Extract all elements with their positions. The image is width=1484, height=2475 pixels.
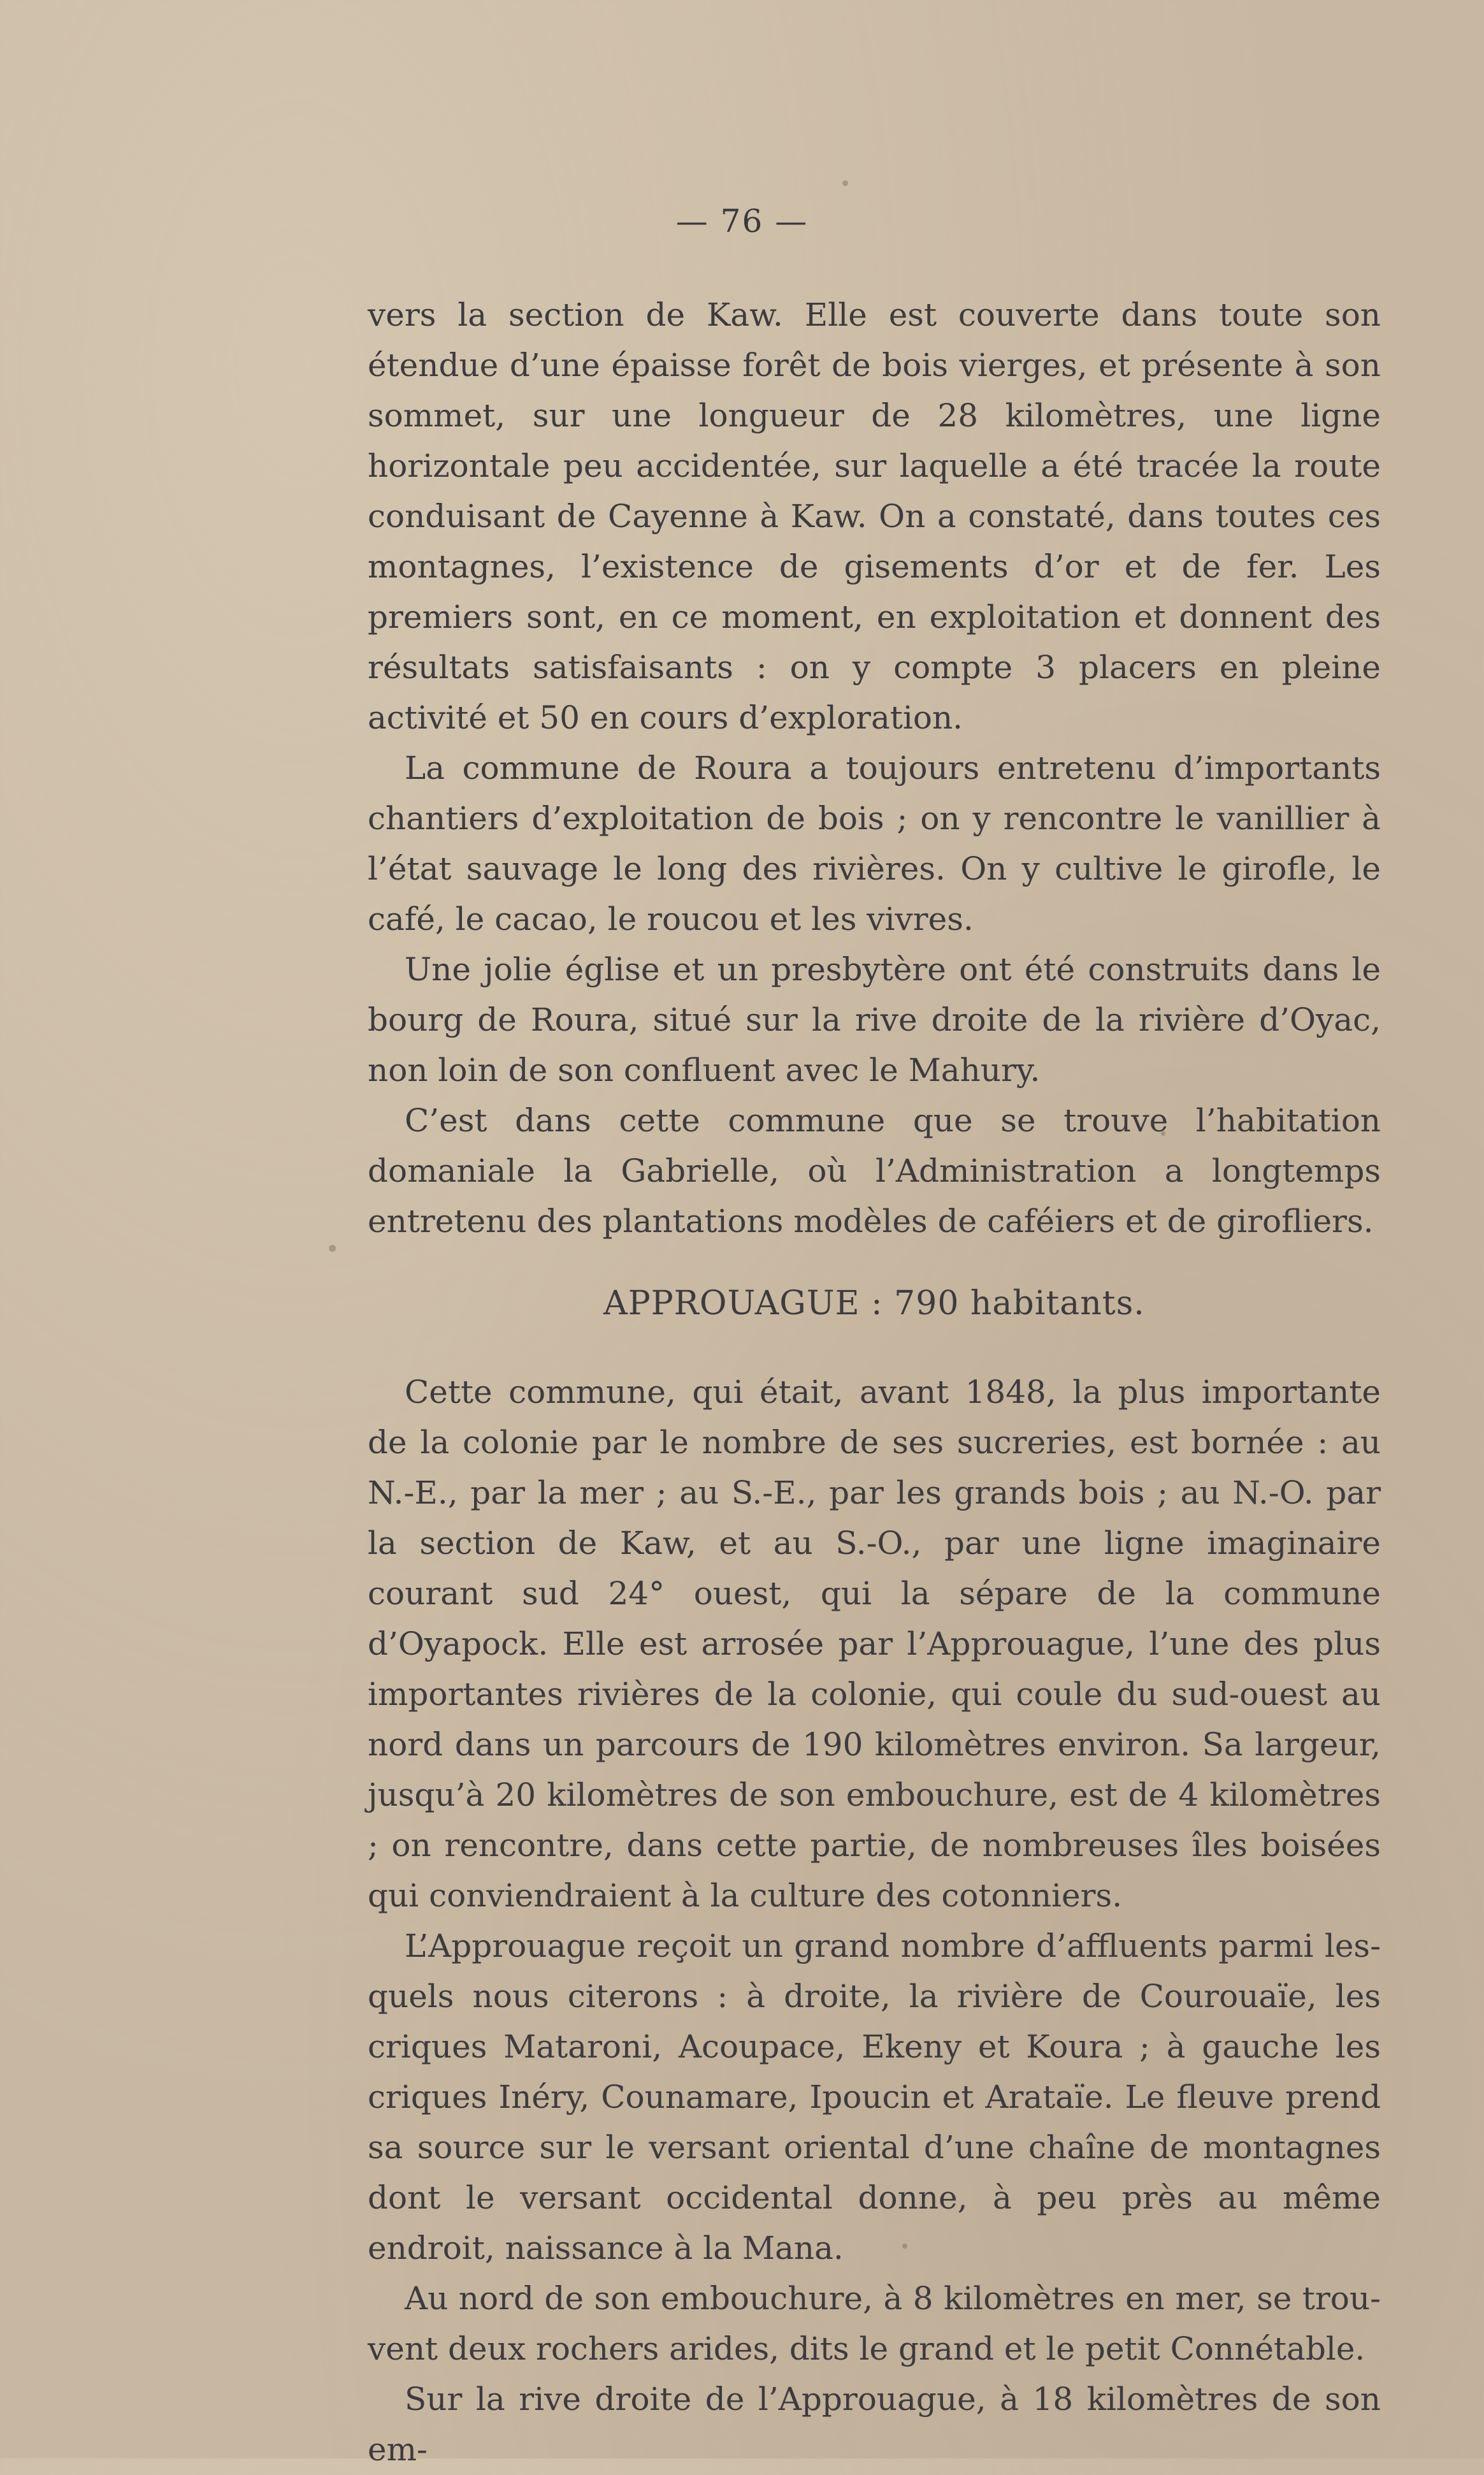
paper-spot: [842, 180, 848, 186]
paragraph: Sur la rive droite de l’Approuague, à 18 kilomètres de son em-: [368, 2381, 1381, 2468]
paragraph: vers la section de Kaw. Elle est couverte dans toute son étendue d’une épaisse forêt de bois vierges, et présente à son sommet, sur une longueur de 28 kilomètres, une ligne horizontale peu accidentée, sur laquelle a été tracée la route conduisant de Cayenne à Kaw. On a constaté, dans toutes ces montagnes, l’existence de gisements d’or et de fer. Les premiers sont, en ce moment, en exploitation et donnent des résultats satisfaisants : on y compte 3 placers en pleine activité et 50 en cours d’exploration.: [368, 296, 1381, 736]
paragraph: La commune de Roura a toujours entretenu d’importants chantiers d’exploitation de bois ; on y rencontre le vanillier à l’état sauvage le long des rivières. On y cultive le girofle, le café, le cacao, le roucou et les vivres.: [368, 750, 1381, 938]
section-heading: APPROUAGUE : 790 habitants.: [603, 1284, 1145, 1323]
paragraph: Au nord de son embouchure, à 8 kilomètres en mer, se trouvent deux rochers arides, dits le grand et le petit Connétable.: [368, 2280, 1381, 2367]
page-number: — 76 —: [675, 203, 809, 240]
paragraph: Cette commune, qui était, avant 1848, la plus importante de la colonie par le nombre de ses sucreries, est bornée : au N.-E., par la mer ; au S.-E., par les grands bois ; au N.-O. par la section de Kaw, et au S.-O., par une ligne imaginaire courant sud 24° ouest, qui la sépare de la commune d’Oyapock. Elle est arrosée par l’Approuague, l’une des plus importantes rivières de la colonie, qui coule du sud-ouest au nord dans un parcours de 190 kilomètres environ. Sa largeur, jusqu’à 20 kilomètres de son embouchure, est de 4 kilomètres ; on rencontre, dans cette partie, de nombreuses îles boisées qui conviendraient à la culture des cotonniers.: [368, 1374, 1381, 1914]
main-text: [368, 290, 1381, 2475]
paragraph: C’est dans cette commune que se trouve l’habitation domaniale la Gabrielle, où l’Administration a longtemps entretenu des plantations modèles de caféiers et de girofliers.: [368, 1102, 1381, 1240]
paper-spot: [329, 1245, 336, 1252]
paragraph: L’Approuague reçoit un grand nombre d’affluents parmi lesquels nous citerons : à droite, la rivière de Courouaïe, les criques Mataroni, Acoupace, Ekeny et Koura ; à gauche les criques Inéry, Counamare, Ipoucin et Arataïe. Le fleuve prend sa source sur le versant oriental d’une chaîne de montagnes dont le versant occidental donne, à peu près au même endroit, naissance à la Mana.: [368, 1927, 1381, 2267]
paragraph: Une jolie église et un presbytère ont été construits dans le bourg de Roura, situé sur la rive droite de la rivière d’Oyac, non loin de son confluent avec le Mahury.: [368, 951, 1381, 1089]
